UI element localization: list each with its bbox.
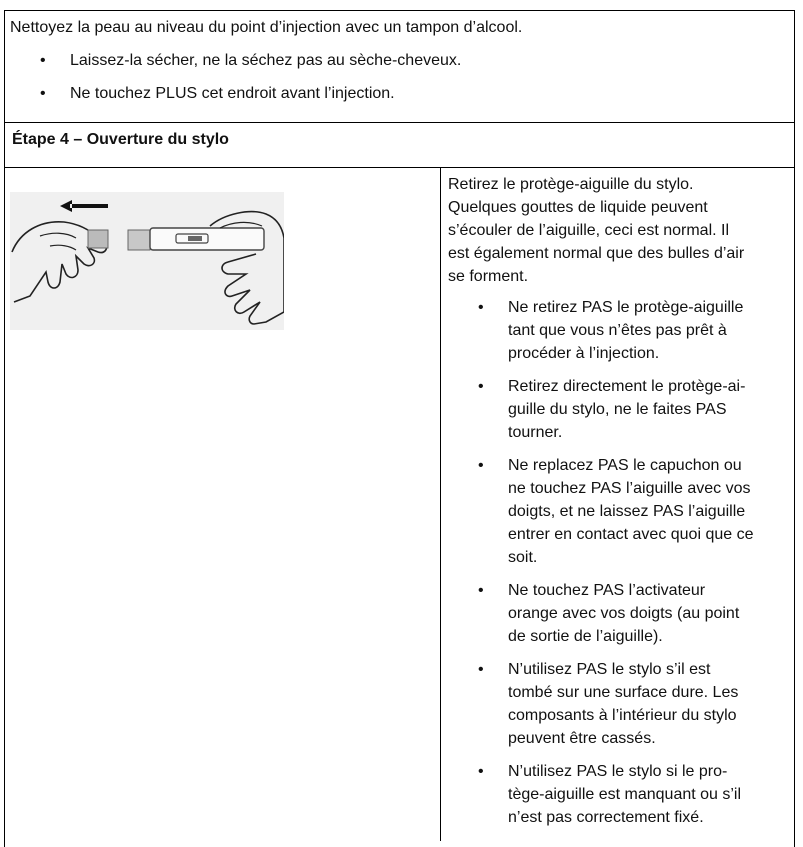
bullet-line: • N’utilisez PAS le stylo s’il est <box>508 661 711 678</box>
bullet-line: soit. <box>508 549 538 566</box>
column-divider <box>440 167 441 841</box>
paragraph-line: Retirez le protège-aiguille du stylo. <box>448 176 694 193</box>
bullet-line: composants à l’intérieur du stylo <box>508 707 737 724</box>
needle-cap-icon <box>88 230 108 248</box>
bullet-line: doigts, et ne laissez PAS l’aiguille <box>508 503 746 520</box>
bullet-line: • N’utilisez PAS le stylo si le pro- <box>508 763 728 780</box>
paragraph-line: se forment. <box>448 268 529 285</box>
bullet-line: tourner. <box>508 424 563 441</box>
bullet-line: tège-aiguille est manquant ou s’il <box>508 786 742 803</box>
step-bullet <box>448 296 793 365</box>
step-title: Étape 4 – Ouverture du stylo <box>12 131 229 148</box>
paragraph-line: est également normal que des bulles d’air <box>448 245 745 262</box>
bullet-line: orange avec vos doigts (au point <box>508 605 740 622</box>
bullet-line: tant que vous n’êtes pas prêt à <box>508 322 727 339</box>
intro-bullet-list <box>0 50 461 116</box>
pen-cap-end <box>128 230 150 250</box>
paragraph-line: s’écouler de l’aiguille, ceci est normal. Il <box>448 222 730 239</box>
pen-body-icon <box>150 228 264 250</box>
bullet-line: • Ne touchez PAS l’activateur <box>508 582 706 599</box>
bullet-line: n’est pas correctement fixé. <box>508 809 704 826</box>
step-bullet <box>448 375 793 444</box>
bullet-line: • Retirez directement le protège-ai- <box>508 378 746 395</box>
intro-text: Nettoyez la peau au niveau du point d’injection avec un tampon d’alcool. <box>10 19 523 36</box>
intro-bullet: • Ne touchez PLUS cet endroit avant l’injection. <box>0 83 461 116</box>
bullet-line: ne touchez PAS l’aiguille avec vos <box>508 480 751 497</box>
pen-cap-removal-illustration <box>10 192 284 330</box>
step-bullet-list <box>448 296 793 839</box>
step-bullet <box>448 454 793 569</box>
bullet-line: entrer en contact avec quoi que ce <box>508 526 754 543</box>
intro-bullet: • Laissez-la sécher, ne la séchez pas au sèche-cheveux. <box>0 50 461 83</box>
bullet-line: • Ne replacez PAS le capuchon ou <box>508 457 742 474</box>
step-bullet <box>448 658 793 750</box>
bullet-line: guille du stylo, ne le faites PAS <box>508 401 727 418</box>
step-bullet <box>448 579 793 648</box>
step-bullet <box>448 760 793 829</box>
bullet-line: • Ne retirez PAS le protège-aiguille <box>508 299 744 316</box>
bullet-line: de sortie de l’aiguille). <box>508 628 663 645</box>
bullet-line: procéder à l’injection. <box>508 345 660 362</box>
step-paragraph <box>448 173 793 288</box>
paragraph-line: Quelques gouttes de liquide peuvent <box>448 199 708 216</box>
bullet-line: tombé sur une surface dure. Les <box>508 684 739 701</box>
bullet-line: peuvent être cassés. <box>508 730 656 747</box>
